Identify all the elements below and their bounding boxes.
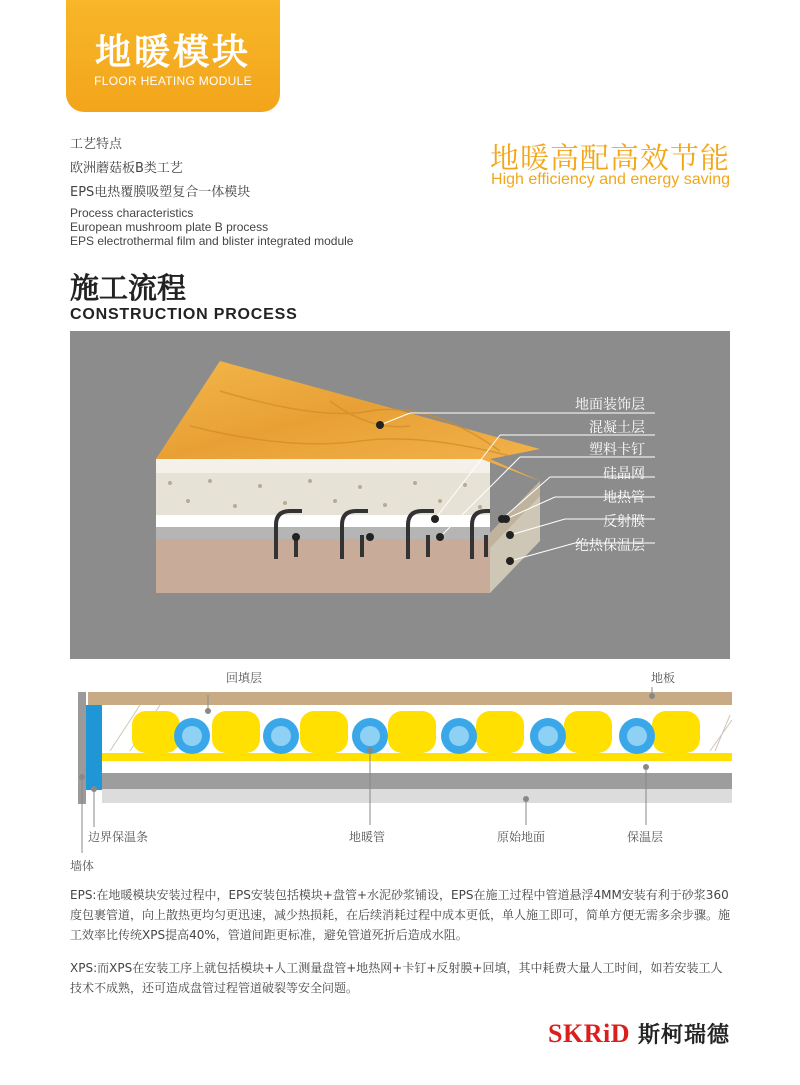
section-title-cn: 施工流程: [70, 271, 187, 305]
brand-name-cn: 斯柯瑞德: [637, 1022, 730, 1048]
feature-cn-2: 欧洲蘑菇板B类工艺: [70, 161, 183, 176]
layer-label-reflective: 反射膜: [603, 514, 645, 530]
layer-diagram-panel: [70, 331, 730, 659]
label-ground: 原始地面: [497, 830, 546, 844]
page-subtitle: FLOOR HEATING MODULE: [94, 74, 252, 88]
brand-name-en: SKRiD: [548, 1018, 630, 1048]
label-floor: 地板: [651, 671, 676, 685]
feature-cn-3: EPS电热覆膜吸塑复合一体模块: [70, 185, 251, 200]
label-edge-insulation: 边界保温条: [88, 830, 149, 844]
label-insulation: 保温层: [627, 830, 664, 844]
layer-label-pipe: 地热管: [603, 490, 645, 506]
paragraph-xps: XPS:而XPS在安装工序上就包括模块+人工测量盘管+地热网+卡钉+反射膜+回填，其中耗费大量人工时间，如若安装工人技术不成熟，还可造成盘管过程管道破裂等安全问题。: [70, 961, 723, 995]
paragraph-eps: EPS:在地暖模块安装过程中，EPS安装包括模块+盘管+水泥砂浆铺设，EPS在施工过程中管道悬浮4MM安装有利于砂浆360度包裹管道，向上散热更均匀更迅速，减少热损耗，在后续消耗过程中成本更低，单人施工即可，简单方便无需多余步骤。施工效率比传统XPS提高40%，管道间距更标准，避免管道死折后造成水阻。: [70, 888, 731, 942]
label-wall: 墙体: [70, 859, 95, 873]
feature-en-1: Process characteristics: [70, 206, 194, 220]
label-backfill: 回填层: [226, 671, 263, 685]
layer-label-surface: 地面装饰层: [575, 397, 645, 413]
feature-en-3: EPS electrothermal film and blister integrated module: [70, 234, 354, 248]
feature-cn-1: 工艺特点: [70, 137, 123, 152]
slogan-cn: 地暖高配高效节能: [489, 141, 730, 175]
page-title: 地暖模块: [94, 32, 251, 73]
layer-label-mesh: 硅晶网: [603, 466, 645, 482]
brand-logo: [548, 1018, 730, 1049]
feature-en-2: European mushroom plate B process: [70, 220, 269, 234]
layer-label-clip: 塑料卡钉: [589, 442, 645, 458]
layer-label-concrete: 混凝土层: [589, 420, 645, 436]
header-badge: [66, 0, 280, 112]
label-pipe: 地暖管: [349, 830, 386, 844]
section-title-en: CONSTRUCTION PROCESS: [70, 306, 298, 323]
layer-label-insulation: 绝热保温层: [575, 538, 645, 554]
slogan-en: High efficiency and energy saving: [491, 171, 730, 188]
